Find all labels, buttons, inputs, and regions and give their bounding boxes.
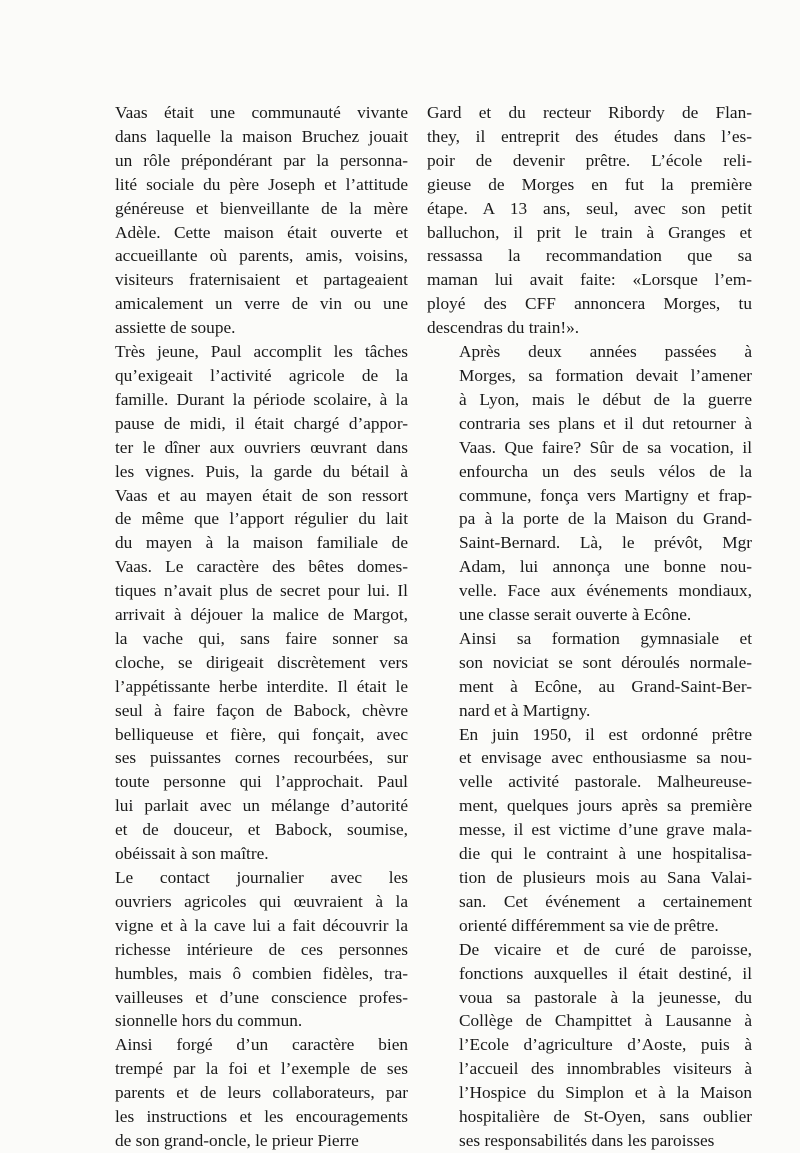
text-line: contraria ses plans et il dut retourner à xyxy=(459,413,752,433)
text-line: enfourcha un des seuls vélos de la xyxy=(459,461,752,481)
text-line: et envisage avec enthousiasme sa nou- xyxy=(459,748,752,768)
text-line: et de douceur, et Babock, soumise, xyxy=(115,820,408,840)
text-line: ses responsabilités dans les paroisses xyxy=(459,1130,715,1150)
paragraph xyxy=(83,340,408,866)
text-line: maman lui avait faite: «Lorsque l’em- xyxy=(427,270,752,290)
text-line: de son grand-oncle, le prieur Pierre xyxy=(115,1130,359,1150)
text-line: les instructions et les encouragements xyxy=(115,1107,408,1127)
right-column xyxy=(427,101,752,1153)
text-line: trempé par la foi et l’exemple de ses xyxy=(115,1059,408,1079)
text-line: commune, fonça vers Martigny et frap- xyxy=(459,485,752,505)
text-line: voua sa pastorale à la jeunesse, du xyxy=(459,987,752,1007)
text-line: Ainsi forgé d’un caractère bien xyxy=(115,1035,408,1055)
text-line: Saint-Bernard. Là, le prévôt, Mgr xyxy=(459,533,752,553)
text-line: ouvriers agricoles qui œuvraient à la xyxy=(115,891,408,911)
text-line: vailleuses et d’une conscience profes- xyxy=(115,987,408,1007)
text-line: tion de plusieurs mois au Sana Valai- xyxy=(459,868,752,887)
text-line: ressassa la recommandation que sa xyxy=(427,246,752,266)
text-line: une classe serait ouverte à Ecône. xyxy=(459,605,692,625)
text-line: Morges, sa formation devait l’amener xyxy=(459,365,752,385)
text-line: descendras du train!». xyxy=(427,318,580,338)
text-line: toute personne qui l’approchait. Paul xyxy=(115,772,408,792)
text-line: Vaas. Le caractère des bêtes domes- xyxy=(115,557,408,577)
text-line: assiette de soupe. xyxy=(115,318,236,338)
paragraph xyxy=(427,723,752,938)
text-line: seul à faire façon de Babock, chèvre xyxy=(115,700,408,720)
text-line: richesse intérieure de ces personnes xyxy=(115,939,408,959)
text-line: cloche, se dirigeait discrètement vers xyxy=(115,652,408,672)
text-line: son noviciat se sont déroulés normale- xyxy=(459,652,752,672)
text-line: obéissait à son maître. xyxy=(115,844,269,864)
text-line: gieuse de Morges en fut la première xyxy=(427,174,752,194)
text-line: ter le dîner aux ouvriers œuvrant dans xyxy=(115,437,408,457)
text-line: orienté différemment sa vie de prêtre. xyxy=(459,915,719,935)
text-line: Après deux années passées à xyxy=(459,342,752,362)
text-line: du mayen à la maison familiale de xyxy=(115,533,408,553)
text-line: l’Hospice du Simplon et à la Maison xyxy=(459,1083,752,1103)
text-line: visiteurs fraternisaient et partageaient xyxy=(115,270,408,290)
text-line: humbles, mais ô combien fidèles, tra- xyxy=(115,963,408,983)
text-line: étape. A 13 ans, seul, avec son petit xyxy=(427,198,752,218)
text-line: velle. Face aux événements mondiaux, xyxy=(459,581,752,601)
text-line: Adam, lui annonça une bonne nou- xyxy=(459,557,752,577)
text-line: lité sociale du père Joseph et l’attitude xyxy=(115,174,408,194)
text-line: la vache qui, sans faire sonner sa xyxy=(115,628,408,648)
text-line: parents et de leurs collaborateurs, par xyxy=(115,1083,408,1103)
text-line: velle activité pastorale. Malheureuse- xyxy=(459,772,752,792)
text-line: they, il entreprit des études dans l’es- xyxy=(427,126,752,146)
text-line: l’Ecole d’agriculture d’Aoste, puis à xyxy=(459,1035,752,1055)
text-line: qu’exigeait l’activité agricole de la xyxy=(115,365,408,385)
text-line: de même que l’apport régulier du lait xyxy=(115,509,408,529)
text-line: ment à Ecône, au Grand-Saint-Ber- xyxy=(459,676,752,696)
text-line: belliqueuse et fière, qui fonçait, avec xyxy=(115,724,408,744)
text-line: tiques n’avait plus de secret pour lui. Il xyxy=(115,581,408,601)
paragraph xyxy=(427,938,752,1153)
paragraph xyxy=(83,101,408,340)
text-line: pa à la porte de la Maison du Grand- xyxy=(459,509,752,529)
text-line: ses puissantes cornes recourbées, sur xyxy=(115,748,408,768)
text-line: à Lyon, mais le début de la guerre xyxy=(459,389,752,409)
text-line: lui parlait avec un mélange d’autorité xyxy=(115,796,408,816)
text-line: l’accueil des innombrables visiteurs à xyxy=(459,1059,752,1079)
text-line: vigne et à la cave lui a fait découvrir la xyxy=(115,915,408,935)
text-line: généreuse et bienveillante de la mère xyxy=(115,198,408,218)
left-column xyxy=(83,101,408,1153)
text-line: nard et à Martigny. xyxy=(459,700,591,720)
text-line: die qui le contraint à une hospitalisa- xyxy=(459,844,752,864)
text-line: Très jeune, Paul accomplit les tâches xyxy=(115,342,408,362)
text-line: sionnelle hors du commun. xyxy=(115,1011,303,1031)
paragraph xyxy=(427,340,752,627)
text-line: Collège de Champittet à Lausanne à xyxy=(459,1011,752,1031)
paragraph xyxy=(83,866,408,1033)
text-line: En juin 1950, il est ordonné prêtre xyxy=(459,724,752,744)
text-line: un rôle prépondérant par la personna- xyxy=(115,150,408,170)
text-line: De vicaire et de curé de paroisse, xyxy=(459,939,752,959)
text-line: Gard et du recteur Ribordy de Flan- xyxy=(427,103,752,122)
text-line: arrivait à déjouer la malice de Margot, xyxy=(115,605,408,625)
text-line: Vaas. Que faire? Sûr de sa vocation, il xyxy=(459,437,752,457)
text-line: ment, quelques jours après sa première xyxy=(459,796,752,816)
text-line: Vaas et au mayen était de son ressort xyxy=(115,485,408,505)
text-line: l’appétissante herbe interdite. Il était le xyxy=(115,676,408,696)
text-line: san. Cet événement a certainement xyxy=(459,891,752,911)
text-line: balluchon, il prit le train à Granges et xyxy=(427,222,752,242)
text-line: poir de devenir prêtre. L’école reli- xyxy=(427,150,752,170)
text-line: Vaas était une communauté vivante xyxy=(115,103,408,122)
text-line: fonctions auxquelles il était destiné, il xyxy=(459,963,752,983)
text-line: ployé des CFF annoncera Morges, tu xyxy=(427,294,752,314)
text-line: Adèle. Cette maison était ouverte et xyxy=(115,222,408,242)
paragraph xyxy=(427,627,752,723)
text-line: dans laquelle la maison Bruchez jouait xyxy=(115,126,408,146)
text-line: accueillante où parents, amis, voisins, xyxy=(115,246,408,266)
text-line: pause de midi, il était chargé d’appor- xyxy=(115,413,408,433)
text-line: famille. Durant la période scolaire, à la xyxy=(115,389,408,409)
text-line: amicalement un verre de vin ou une xyxy=(115,294,408,314)
paragraph xyxy=(427,101,752,340)
text-line: Ainsi sa formation gymnasiale et xyxy=(459,628,752,648)
text-line: Le contact journalier avec les xyxy=(115,868,408,887)
text-line: messe, il est victime d’une grave mala- xyxy=(459,820,752,840)
text-line: les vignes. Puis, la garde du bétail à xyxy=(115,461,408,481)
text-line: hospitalière de St-Oyen, sans oublier xyxy=(459,1107,752,1127)
